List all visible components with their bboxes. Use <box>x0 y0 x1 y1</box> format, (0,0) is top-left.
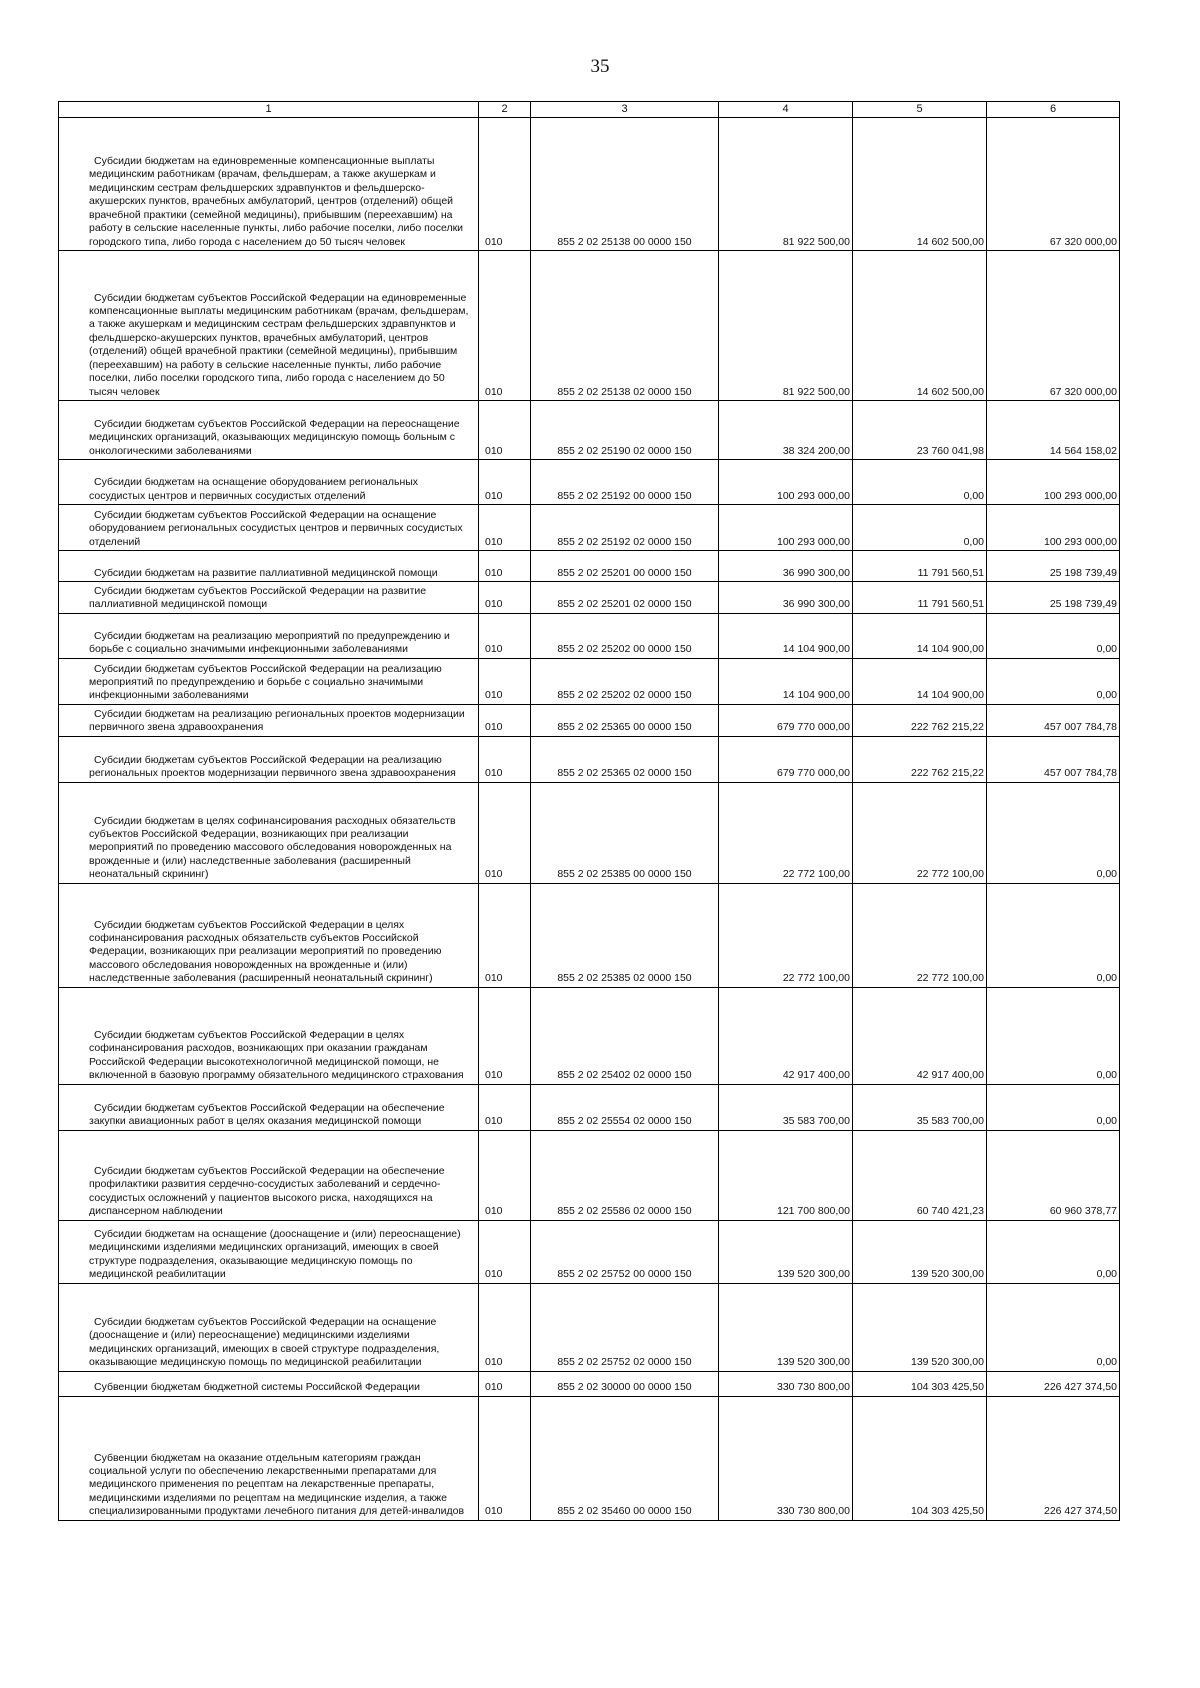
row-description: Субсидии бюджетам на оснащение оборудованием региональных сосудистых центров и первичных сосудистых отделений <box>59 460 479 505</box>
row-value-col4: 121 700 800,00 <box>719 1130 853 1220</box>
row-value-col5: 22 772 100,00 <box>853 782 987 883</box>
column-header: 1 <box>59 102 479 118</box>
row-value-col5: 0,00 <box>853 460 987 505</box>
row-value-col6: 0,00 <box>987 1220 1120 1283</box>
row-value-col5: 42 917 400,00 <box>853 987 987 1084</box>
table-row <box>59 251 1120 401</box>
row-value-col5: 139 520 300,00 <box>853 1220 987 1283</box>
table-row <box>59 505 1120 551</box>
row-description: Субсидии бюджетам субъектов Российской Федерации на оснащение (дооснащение и (или) переоснащение) медицинскими изделиями медицинских организаций, имеющих в своей структуре подразделения, оказывающие медицинскую помощь по медицинской реабилитации <box>59 1283 479 1371</box>
table-row <box>59 551 1120 582</box>
row-code: 010 <box>479 736 531 782</box>
row-code: 010 <box>479 987 531 1084</box>
table-row <box>59 118 1120 251</box>
table-row <box>59 987 1120 1084</box>
row-value-col4: 22 772 100,00 <box>719 782 853 883</box>
row-value-col6: 0,00 <box>987 1283 1120 1371</box>
row-value-col6: 67 320 000,00 <box>987 118 1120 251</box>
row-value-col4: 139 520 300,00 <box>719 1283 853 1371</box>
row-description: Субсидии бюджетам на реализацию региональных проектов модернизации первичного звена здравоохранения <box>59 704 479 736</box>
row-value-col6: 0,00 <box>987 613 1120 658</box>
row-value-col5: 222 762 215,22 <box>853 704 987 736</box>
table-row <box>59 1396 1120 1520</box>
row-code: 010 <box>479 505 531 551</box>
row-value-col4: 330 730 800,00 <box>719 1396 853 1520</box>
row-code: 010 <box>479 582 531 614</box>
row-budget-classification-code: 855 2 02 25138 02 0000 150 <box>531 251 719 401</box>
row-code: 010 <box>479 782 531 883</box>
table-row <box>59 704 1120 736</box>
row-value-col6: 0,00 <box>987 883 1120 987</box>
row-description: Субсидии бюджетам субъектов Российской Федерации на переоснащение медицинских организаций, оказывающих медицинскую помощь больным с онкологическими заболеваниями <box>59 401 479 460</box>
row-value-col6: 457 007 784,78 <box>987 704 1120 736</box>
column-header: 4 <box>719 102 853 118</box>
row-value-col6: 60 960 378,77 <box>987 1130 1120 1220</box>
row-value-col6: 100 293 000,00 <box>987 460 1120 505</box>
row-description: Субсидии бюджетам субъектов Российской Федерации на обеспечение профилактики развития сердечно-сосудистых заболеваний и сердечно-сосудистых осложнений у пациентов высокого риска, находящихся на диспансерном наблюдении <box>59 1130 479 1220</box>
row-value-col4: 42 917 400,00 <box>719 987 853 1084</box>
row-budget-classification-code: 855 2 02 25385 02 0000 150 <box>531 883 719 987</box>
row-value-col4: 139 520 300,00 <box>719 1220 853 1283</box>
table-row <box>59 1130 1120 1220</box>
table-row <box>59 736 1120 782</box>
row-value-col5: 139 520 300,00 <box>853 1283 987 1371</box>
row-code: 010 <box>479 1396 531 1520</box>
row-description: Субсидии бюджетам субъектов Российской Федерации на развитие паллиативной медицинской помощи <box>59 582 479 614</box>
table-row <box>59 1220 1120 1283</box>
row-value-col4: 81 922 500,00 <box>719 251 853 401</box>
row-code: 010 <box>479 883 531 987</box>
row-code: 010 <box>479 1283 531 1371</box>
row-budget-classification-code: 855 2 02 25192 02 0000 150 <box>531 505 719 551</box>
row-value-col5: 35 583 700,00 <box>853 1084 987 1130</box>
row-budget-classification-code: 855 2 02 30000 00 0000 150 <box>531 1371 719 1396</box>
row-budget-classification-code: 855 2 02 25202 02 0000 150 <box>531 658 719 704</box>
column-header: 6 <box>987 102 1120 118</box>
row-value-col6: 226 427 374,50 <box>987 1371 1120 1396</box>
row-value-col6: 0,00 <box>987 782 1120 883</box>
table-row <box>59 460 1120 505</box>
row-code: 010 <box>479 251 531 401</box>
table-row <box>59 1371 1120 1396</box>
row-value-col5: 222 762 215,22 <box>853 736 987 782</box>
row-value-col6: 226 427 374,50 <box>987 1396 1120 1520</box>
table-row <box>59 613 1120 658</box>
row-description: Субсидии бюджетам на оснащение (дооснащение и (или) переоснащение) медицинскими изделиями медицинских организаций, имеющих в своей структуре подразделения, оказывающие медицинскую помощь по медицинской реабилитации <box>59 1220 479 1283</box>
row-value-col4: 36 990 300,00 <box>719 582 853 614</box>
row-budget-classification-code: 855 2 02 25365 02 0000 150 <box>531 736 719 782</box>
column-header: 5 <box>853 102 987 118</box>
row-budget-classification-code: 855 2 02 25365 00 0000 150 <box>531 704 719 736</box>
row-value-col6: 457 007 784,78 <box>987 736 1120 782</box>
row-value-col4: 330 730 800,00 <box>719 1371 853 1396</box>
row-description: Субсидии бюджетам на развитие паллиативной медицинской помощи <box>59 551 479 582</box>
row-description: Субсидии бюджетам субъектов Российской Федерации на единовременные компенсационные выплаты медицинским работникам (врачам, фельдшерам, а также акушеркам и медицинским сестрам фельдшерских здравпунктов и фельдшерско-акушерских пунктов, врачебных амбулаторий, центров (отделений) общей врачебной практики (семейной медицины), прибывшим (переехавшим) на работу в сельские населенные пункты, либо рабочие поселки, либо поселки городского типа, либо города с населением до 50 тысяч человек <box>59 251 479 401</box>
table-row <box>59 401 1120 460</box>
row-code: 010 <box>479 1130 531 1220</box>
column-header: 3 <box>531 102 719 118</box>
row-description: Субсидии бюджетам в целях софинансирования расходных обязательств субъектов Российской Федерации, возникающих при реализации мероприятий по проведению массового обследования новорожденных на врожденные и (или) наследственные заболевания (расширенный неонатальный скрининг) <box>59 782 479 883</box>
row-description: Субсидии бюджетам субъектов Российской Федерации на оснащение оборудованием региональных сосудистых центров и первичных сосудистых отделений <box>59 505 479 551</box>
row-value-col4: 38 324 200,00 <box>719 401 853 460</box>
row-code: 010 <box>479 1371 531 1396</box>
row-budget-classification-code: 855 2 02 25190 02 0000 150 <box>531 401 719 460</box>
row-value-col5: 60 740 421,23 <box>853 1130 987 1220</box>
row-value-col5: 11 791 560,51 <box>853 582 987 614</box>
column-header: 2 <box>479 102 531 118</box>
row-budget-classification-code: 855 2 02 25586 02 0000 150 <box>531 1130 719 1220</box>
row-budget-classification-code: 855 2 02 35460 00 0000 150 <box>531 1396 719 1520</box>
row-value-col6: 67 320 000,00 <box>987 251 1120 401</box>
row-value-col6: 14 564 158,02 <box>987 401 1120 460</box>
row-code: 010 <box>479 118 531 251</box>
row-value-col4: 100 293 000,00 <box>719 505 853 551</box>
row-description: Субвенции бюджетам бюджетной системы Российской Федерации <box>59 1371 479 1396</box>
row-description: Субсидии бюджетам на единовременные компенсационные выплаты медицинским работникам (врачам, фельдшерам, а также акушеркам и медицинским сестрам фельдшерских здравпунктов и фельдшерско-акушерских пунктов, врачебных амбулаторий, центров (отделений) общей врачебной практики (семейной медицины), прибывшим (переехавшим) на работу в сельские населенные пункты, либо рабочие поселки, либо поселки городского типа, либо города с населением до 50 тысяч человек <box>59 118 479 251</box>
row-description: Субсидии бюджетам субъектов Российской Федерации в целях софинансирования расходных обязательств субъектов Российской Федерации, возникающих при реализации мероприятий по проведению массового обследования новорожденных на врожденные и (или) наследственные заболевания (расширенный неонатальный скрининг) <box>59 883 479 987</box>
row-value-col5: 14 104 900,00 <box>853 613 987 658</box>
header-row <box>59 102 1120 118</box>
row-value-col5: 14 104 900,00 <box>853 658 987 704</box>
row-value-col5: 14 602 500,00 <box>853 251 987 401</box>
row-code: 010 <box>479 460 531 505</box>
table-row <box>59 1283 1120 1371</box>
row-code: 010 <box>479 658 531 704</box>
row-value-col4: 100 293 000,00 <box>719 460 853 505</box>
table-row <box>59 782 1120 883</box>
row-budget-classification-code: 855 2 02 25192 00 0000 150 <box>531 460 719 505</box>
row-description: Субвенции бюджетам на оказание отдельным категориям граждан социальной услуги по обеспечению лекарственными препаратами для медицинского применения по рецептам на лекарственные препараты, медицинскими изделиями по рецептам на медицинские изделия, а также специализированными продуктами лечебного питания для детей-инвалидов <box>59 1396 479 1520</box>
row-budget-classification-code: 855 2 02 25202 00 0000 150 <box>531 613 719 658</box>
table-row <box>59 582 1120 614</box>
row-description: Субсидии бюджетам на реализацию мероприятий по предупреждению и борьбе с социально значимыми инфекционными заболеваниями <box>59 613 479 658</box>
table-row <box>59 658 1120 704</box>
row-value-col4: 679 770 000,00 <box>719 704 853 736</box>
table-row <box>59 883 1120 987</box>
row-value-col4: 14 104 900,00 <box>719 658 853 704</box>
row-value-col6: 25 198 739,49 <box>987 582 1120 614</box>
row-budget-classification-code: 855 2 02 25752 00 0000 150 <box>531 1220 719 1283</box>
row-value-col5: 11 791 560,51 <box>853 551 987 582</box>
row-value-col5: 104 303 425,50 <box>853 1371 987 1396</box>
row-value-col4: 81 922 500,00 <box>719 118 853 251</box>
row-code: 010 <box>479 613 531 658</box>
row-value-col4: 14 104 900,00 <box>719 613 853 658</box>
row-budget-classification-code: 855 2 02 25201 00 0000 150 <box>531 551 719 582</box>
row-budget-classification-code: 855 2 02 25402 02 0000 150 <box>531 987 719 1084</box>
row-budget-classification-code: 855 2 02 25385 00 0000 150 <box>531 782 719 883</box>
row-description: Субсидии бюджетам субъектов Российской Федерации на реализацию мероприятий по предупреждению и борьбе с социально значимыми инфекционными заболеваниями <box>59 658 479 704</box>
row-budget-classification-code: 855 2 02 25752 02 0000 150 <box>531 1283 719 1371</box>
row-budget-classification-code: 855 2 02 25138 00 0000 150 <box>531 118 719 251</box>
row-budget-classification-code: 855 2 02 25201 02 0000 150 <box>531 582 719 614</box>
row-value-col4: 35 583 700,00 <box>719 1084 853 1130</box>
row-value-col4: 36 990 300,00 <box>719 551 853 582</box>
row-budget-classification-code: 855 2 02 25554 02 0000 150 <box>531 1084 719 1130</box>
row-code: 010 <box>479 1084 531 1130</box>
row-value-col6: 25 198 739,49 <box>987 551 1120 582</box>
row-value-col5: 0,00 <box>853 505 987 551</box>
budget-table <box>58 101 1120 1521</box>
row-code: 010 <box>479 1220 531 1283</box>
row-value-col6: 0,00 <box>987 658 1120 704</box>
row-value-col6: 0,00 <box>987 987 1120 1084</box>
page-number: 35 <box>590 56 610 77</box>
row-value-col4: 679 770 000,00 <box>719 736 853 782</box>
row-code: 010 <box>479 551 531 582</box>
row-code: 010 <box>479 401 531 460</box>
row-value-col5: 14 602 500,00 <box>853 118 987 251</box>
row-value-col5: 23 760 041,98 <box>853 401 987 460</box>
row-value-col6: 0,00 <box>987 1084 1120 1130</box>
row-value-col6: 100 293 000,00 <box>987 505 1120 551</box>
row-description: Субсидии бюджетам субъектов Российской Федерации на реализацию региональных проектов модернизации первичного звена здравоохранения <box>59 736 479 782</box>
table-row <box>59 1084 1120 1130</box>
row-value-col4: 22 772 100,00 <box>719 883 853 987</box>
row-value-col5: 22 772 100,00 <box>853 883 987 987</box>
row-value-col5: 104 303 425,50 <box>853 1396 987 1520</box>
row-description: Субсидии бюджетам субъектов Российской Федерации в целях софинансирования расходов, возникающих при оказании гражданам Российской Федерации высокотехнологичной медицинской помощи, не включенной в базовую программу обязательного медицинского страхования <box>59 987 479 1084</box>
row-description: Субсидии бюджетам субъектов Российской Федерации на обеспечение закупки авиационных работ в целях оказания медицинской помощи <box>59 1084 479 1130</box>
row-code: 010 <box>479 704 531 736</box>
